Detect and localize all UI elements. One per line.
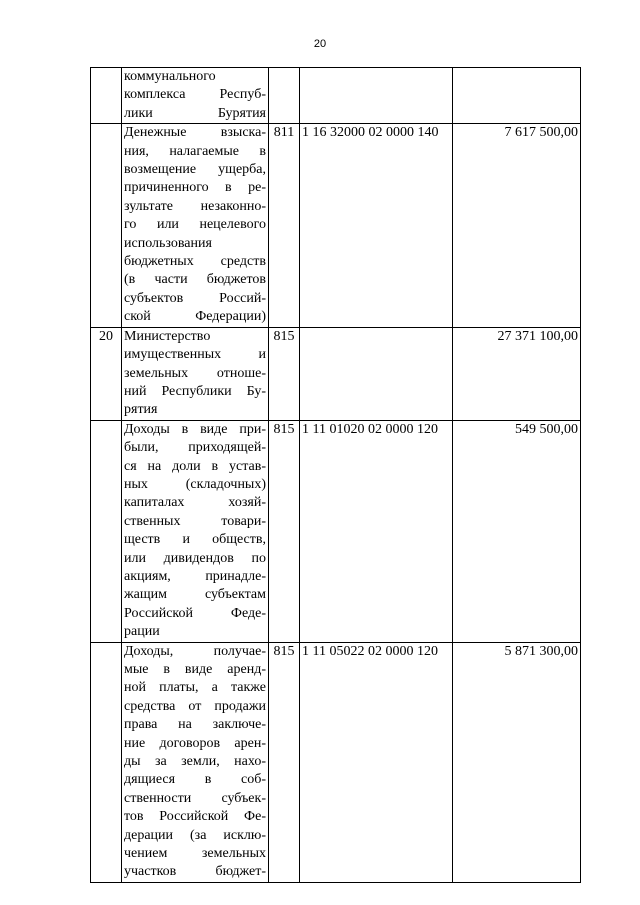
table-row <box>91 124 581 327</box>
budget-code-cell <box>300 68 453 124</box>
name-cell <box>122 68 269 124</box>
name-line: субъектов Россий- <box>124 290 266 306</box>
budget-code-cell: 1 11 05022 02 0000 120 <box>300 642 453 882</box>
name-line: коммунального <box>124 69 216 84</box>
name-line: чением земельных <box>124 846 266 862</box>
name-cell <box>122 124 269 327</box>
budget-code-cell: 1 11 01020 02 0000 120 <box>300 420 453 642</box>
name-line: бюджетных средств <box>124 254 266 270</box>
amount-cell: 7 617 500,00 <box>453 124 581 327</box>
budget-code-cell: 1 16 32000 02 0000 140 <box>300 124 453 327</box>
name-line: (в части бюджетов <box>124 272 266 288</box>
admin-code-cell <box>269 68 300 124</box>
admin-code-cell: 815 <box>269 420 300 642</box>
admin-code-cell: 815 <box>269 327 300 420</box>
name-cell <box>122 420 269 642</box>
name-line: лики Бурятия <box>124 105 266 121</box>
name-line: имущественных и <box>124 347 266 363</box>
name-line: дерации (за исклю- <box>124 827 266 843</box>
name-line: использования <box>124 235 212 251</box>
name-line: го или нецелевого <box>124 217 266 233</box>
name-line: ся на доли в устав- <box>124 458 266 474</box>
name-line: Денежные взыска- <box>124 125 266 141</box>
name-line: акциям, принадле- <box>124 568 266 584</box>
admin-code-cell: 815 <box>269 642 300 882</box>
table-row <box>91 420 581 642</box>
name-line: жащим субъектам <box>124 587 266 603</box>
name-line: ния, налагаемые в <box>124 143 266 159</box>
name-line: ществ и обществ, <box>124 532 266 548</box>
name-line: Министерство <box>124 328 211 344</box>
name-line: участков бюджет- <box>124 864 266 880</box>
name-line: средства от продажи <box>124 698 266 714</box>
amount-cell: 5 871 300,00 <box>453 642 581 882</box>
row-number-cell <box>91 124 122 327</box>
name-line: рации <box>124 624 160 640</box>
name-line: ственных товари- <box>124 513 266 529</box>
name-line: капиталах хозяй- <box>124 495 266 511</box>
row-number-cell <box>91 68 122 124</box>
amount-cell: 549 500,00 <box>453 420 581 642</box>
name-line: рятия <box>124 402 158 418</box>
table-row <box>91 327 581 420</box>
name-line: ний Республики Бу- <box>124 383 266 399</box>
name-line: права на заключе- <box>124 717 266 733</box>
name-line: ственности субъек- <box>124 790 266 806</box>
name-line: ние договоров арен- <box>124 735 266 751</box>
name-line: Доходы, получае- <box>124 643 266 659</box>
row-number-cell <box>91 642 122 882</box>
name-line: зультате незаконно- <box>124 198 266 214</box>
amount-cell <box>453 68 581 124</box>
name-line: Доходы в виде при- <box>124 421 266 437</box>
name-line: были, приходящей- <box>124 440 266 456</box>
row-number-cell <box>91 420 122 642</box>
name-line: возмещение ущерба, <box>124 162 266 178</box>
amount-cell: 27 371 100,00 <box>453 327 581 420</box>
row-number-cell: 20 <box>91 327 122 420</box>
name-cell <box>122 642 269 882</box>
name-line: ды за земли, нахо- <box>124 754 266 770</box>
admin-code-cell: 811 <box>269 124 300 327</box>
name-cell <box>122 327 269 420</box>
name-line: тов Российской Фе- <box>124 809 266 825</box>
name-line: ной платы, а также <box>124 680 266 696</box>
revenue-table <box>90 67 581 883</box>
name-line: комплекса Респуб- <box>124 87 266 103</box>
table-row <box>91 68 581 124</box>
name-line: причиненного в ре- <box>124 180 266 196</box>
budget-code-cell <box>300 327 453 420</box>
name-line: земельных отноше- <box>124 365 266 381</box>
name-line: мые в виде аренд- <box>124 662 266 677</box>
name-line: или дивидендов по <box>124 550 266 566</box>
name-line: ных (складочных) <box>124 476 266 492</box>
table-body <box>91 68 581 883</box>
name-line: дящиеся в соб- <box>124 772 266 788</box>
name-line: Российской Феде- <box>124 605 266 621</box>
name-line: ской Федерации) <box>124 309 266 325</box>
table-row <box>91 642 581 882</box>
page-number: 20 <box>313 38 327 50</box>
